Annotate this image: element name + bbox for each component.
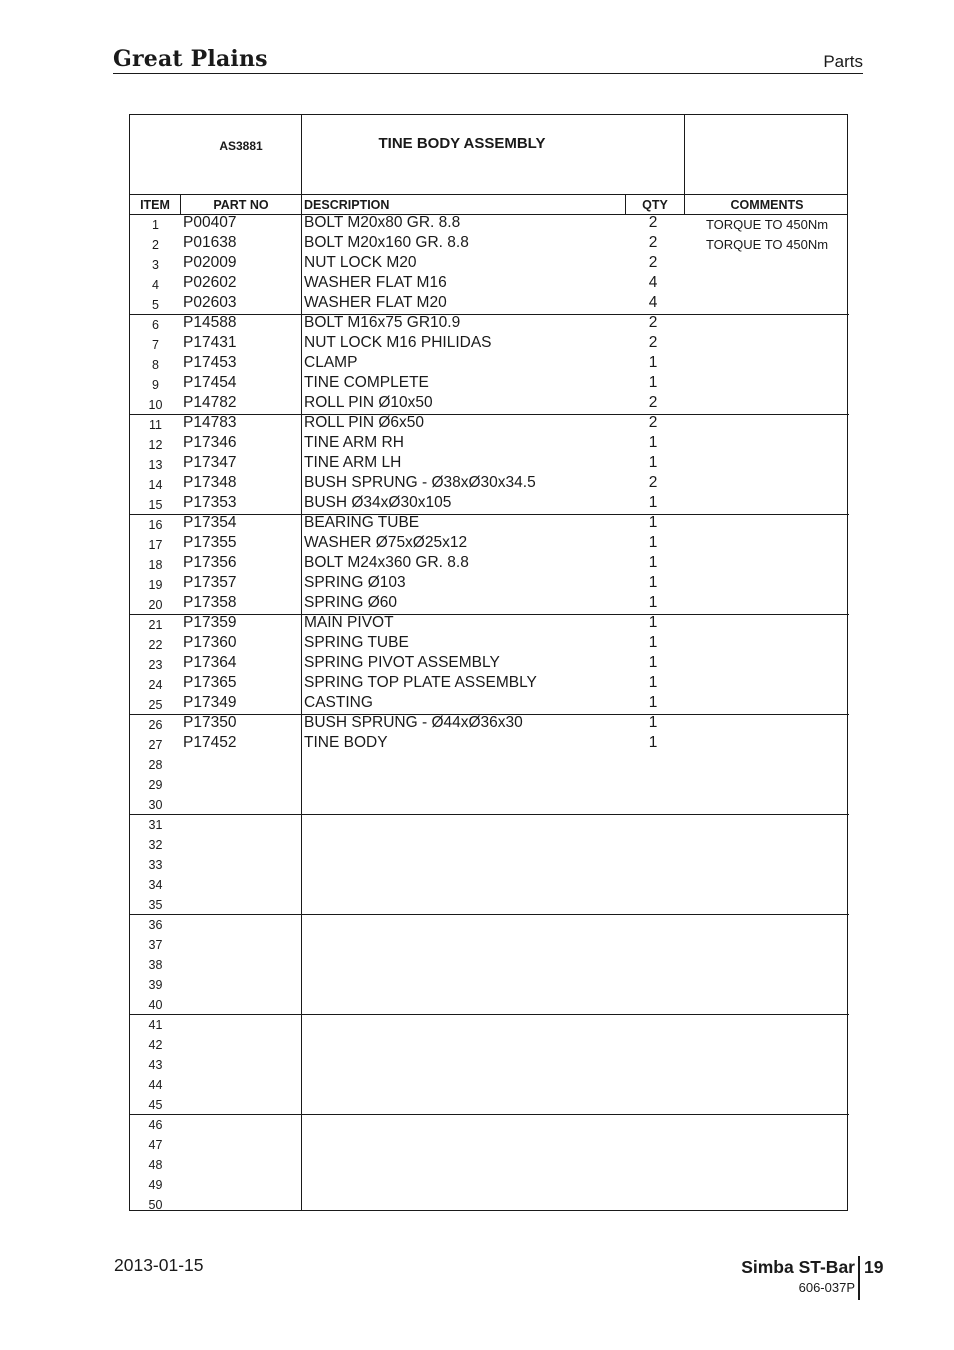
description-cell: BOLT M20x80 GR. 8.8 bbox=[304, 214, 461, 231]
footer-divider bbox=[858, 1256, 860, 1300]
quantity-cell: 1 bbox=[648, 434, 658, 451]
item-cell: 39 bbox=[148, 978, 163, 992]
part-number-cell: P01638 bbox=[183, 234, 237, 251]
table-row bbox=[130, 594, 849, 614]
quantity-cell: 1 bbox=[648, 514, 658, 531]
item-cell: 36 bbox=[148, 918, 163, 932]
quantity-cell: 2 bbox=[648, 394, 658, 411]
quantity-cell: 1 bbox=[648, 734, 658, 751]
description-cell: WASHER Ø75xØ25x12 bbox=[304, 534, 468, 551]
description-cell: TINE ARM RH bbox=[304, 434, 404, 451]
item-cell: 16 bbox=[148, 518, 163, 532]
description-cell: BEARING TUBE bbox=[304, 514, 420, 531]
col-header-part-no: PART NO bbox=[213, 198, 269, 212]
assembly-number: AS3881 bbox=[219, 139, 263, 153]
item-cell: 42 bbox=[148, 1038, 163, 1052]
description-cell: SPRING TOP PLATE ASSEMBLY bbox=[304, 674, 537, 691]
description-cell: CLAMP bbox=[304, 354, 358, 371]
part-number-cell: P17356 bbox=[183, 554, 237, 571]
description-cell: BUSH SPRUNG - Ø38xØ30x34.5 bbox=[304, 474, 536, 491]
table-row bbox=[130, 874, 849, 894]
item-cell: 29 bbox=[148, 778, 163, 792]
item-cell: 37 bbox=[148, 938, 163, 952]
comment-cell: TORQUE TO 450Nm bbox=[705, 237, 829, 252]
table-row bbox=[130, 454, 849, 474]
description-cell: TINE ARM LH bbox=[304, 454, 402, 471]
quantity-cell: 2 bbox=[648, 474, 658, 491]
table-row bbox=[130, 894, 849, 914]
item-cell: 45 bbox=[148, 1098, 163, 1112]
footer-date: 2013-01-15 bbox=[114, 1255, 204, 1275]
part-number-cell: P17353 bbox=[183, 494, 237, 511]
quantity-cell: 1 bbox=[648, 554, 658, 571]
part-number-cell: P02603 bbox=[183, 294, 237, 311]
table-row bbox=[130, 614, 849, 634]
quantity-cell: 2 bbox=[648, 214, 658, 231]
table-row bbox=[130, 934, 849, 954]
item-cell: 7 bbox=[152, 338, 159, 352]
part-number-cell: P17348 bbox=[183, 474, 237, 491]
quantity-cell: 1 bbox=[648, 714, 658, 731]
item-cell: 46 bbox=[148, 1118, 163, 1132]
quantity-cell: 4 bbox=[648, 274, 658, 291]
table-row bbox=[130, 1134, 849, 1154]
table-row bbox=[130, 954, 849, 974]
quantity-cell: 1 bbox=[648, 354, 658, 371]
item-cell: 41 bbox=[148, 1018, 163, 1032]
item-cell: 20 bbox=[148, 598, 163, 612]
description-cell: BUSH SPRUNG - Ø44xØ36x30 bbox=[304, 714, 523, 731]
header-rule bbox=[113, 73, 863, 74]
col-header-comments: COMMENTS bbox=[730, 198, 804, 212]
item-cell: 40 bbox=[148, 998, 163, 1012]
quantity-cell: 1 bbox=[648, 454, 658, 471]
table-row bbox=[130, 314, 849, 334]
table-row bbox=[130, 294, 849, 314]
table-row bbox=[130, 574, 849, 594]
part-number-cell: P17355 bbox=[183, 534, 237, 551]
table-row bbox=[130, 534, 849, 554]
assembly-title: TINE BODY ASSEMBLY bbox=[378, 135, 546, 152]
table-row bbox=[130, 1054, 849, 1074]
item-cell: 26 bbox=[148, 718, 163, 732]
table-row bbox=[130, 374, 849, 394]
title-block-rule bbox=[130, 194, 847, 195]
quantity-cell: 2 bbox=[648, 314, 658, 331]
quantity-cell: 1 bbox=[648, 374, 658, 391]
item-cell: 1 bbox=[152, 218, 159, 232]
description-cell: NUT LOCK M16 PHILIDAS bbox=[304, 334, 492, 351]
item-cell: 8 bbox=[152, 358, 159, 372]
item-cell: 34 bbox=[148, 878, 163, 892]
table-row bbox=[130, 654, 849, 674]
item-cell: 31 bbox=[148, 818, 163, 832]
part-number-cell: P17358 bbox=[183, 594, 237, 611]
description-cell: BUSH Ø34xØ30x105 bbox=[304, 494, 452, 511]
item-cell: 38 bbox=[148, 958, 163, 972]
item-cell: 23 bbox=[148, 658, 163, 672]
description-cell: WASHER FLAT M16 bbox=[304, 274, 447, 291]
quantity-cell: 2 bbox=[648, 334, 658, 351]
description-cell: TINE BODY bbox=[304, 734, 388, 751]
table-row bbox=[130, 394, 849, 414]
item-cell: 35 bbox=[148, 898, 163, 912]
table-row bbox=[130, 714, 849, 734]
table-row bbox=[130, 994, 849, 1014]
table-row bbox=[130, 694, 849, 714]
part-number-cell: P17364 bbox=[183, 654, 237, 671]
table-row bbox=[130, 254, 849, 274]
table-row bbox=[130, 1154, 849, 1174]
description-cell: WASHER FLAT M20 bbox=[304, 294, 447, 311]
table-row bbox=[130, 794, 849, 814]
table-row bbox=[130, 434, 849, 454]
quantity-cell: 1 bbox=[648, 694, 658, 711]
item-cell: 14 bbox=[148, 478, 163, 492]
table-row bbox=[130, 554, 849, 574]
table-row bbox=[130, 754, 849, 774]
footer-model: Simba ST-Bar bbox=[741, 1257, 855, 1277]
description-cell: BOLT M16x75 GR10.9 bbox=[304, 314, 461, 331]
item-cell: 27 bbox=[148, 738, 163, 752]
part-number-cell: P17431 bbox=[183, 334, 237, 351]
part-number-cell: P17346 bbox=[183, 434, 237, 451]
item-cell: 17 bbox=[148, 538, 163, 552]
page-number: 19 bbox=[864, 1257, 884, 1277]
col-header-description: DESCRIPTION bbox=[304, 198, 390, 212]
item-cell: 50 bbox=[148, 1198, 163, 1212]
table-row bbox=[130, 334, 849, 354]
table-row bbox=[130, 834, 849, 854]
quantity-cell: 1 bbox=[648, 634, 658, 651]
quantity-cell: 1 bbox=[648, 594, 658, 611]
col-header-item: ITEM bbox=[140, 198, 170, 212]
table-row bbox=[130, 674, 849, 694]
item-cell: 48 bbox=[148, 1158, 163, 1172]
part-number-cell: P17359 bbox=[183, 614, 237, 631]
table-row bbox=[130, 214, 849, 234]
document-number: 606-037P bbox=[798, 1280, 855, 1295]
item-cell: 32 bbox=[148, 838, 163, 852]
part-number-cell: P02602 bbox=[183, 274, 237, 291]
item-cell: 4 bbox=[152, 278, 159, 292]
item-cell: 19 bbox=[148, 578, 163, 592]
item-cell: 3 bbox=[152, 258, 159, 272]
item-cell: 24 bbox=[148, 678, 163, 692]
part-number-cell: P17360 bbox=[183, 634, 237, 651]
table-row bbox=[130, 1094, 849, 1114]
table-row bbox=[130, 234, 849, 254]
table-row bbox=[130, 854, 849, 874]
quantity-cell: 4 bbox=[648, 294, 658, 311]
comment-cell: TORQUE TO 450Nm bbox=[705, 217, 829, 232]
table-row bbox=[130, 1114, 849, 1134]
item-cell: 12 bbox=[148, 438, 163, 452]
table-row bbox=[130, 814, 849, 834]
quantity-cell: 1 bbox=[648, 654, 658, 671]
item-cell: 5 bbox=[152, 298, 159, 312]
item-cell: 49 bbox=[148, 1178, 163, 1192]
table-row bbox=[130, 494, 849, 514]
table-row bbox=[130, 474, 849, 494]
quantity-cell: 1 bbox=[648, 534, 658, 551]
description-cell: SPRING TUBE bbox=[304, 634, 409, 651]
table-row bbox=[130, 274, 849, 294]
table-row bbox=[130, 914, 849, 934]
item-cell: 11 bbox=[149, 418, 162, 432]
part-number-cell: P17452 bbox=[183, 734, 237, 751]
description-cell: SPRING Ø60 bbox=[304, 594, 398, 611]
table-row bbox=[130, 1034, 849, 1054]
part-number-cell: P02009 bbox=[183, 254, 237, 271]
part-number-cell: P17347 bbox=[183, 454, 237, 471]
item-cell: 28 bbox=[148, 758, 163, 772]
item-cell: 15 bbox=[148, 498, 163, 512]
table-row bbox=[130, 974, 849, 994]
table-row bbox=[130, 514, 849, 534]
description-cell: CASTING bbox=[304, 694, 373, 711]
item-cell: 21 bbox=[148, 618, 163, 632]
quantity-cell: 1 bbox=[648, 674, 658, 691]
item-cell: 25 bbox=[148, 698, 163, 712]
quantity-cell: 2 bbox=[648, 234, 658, 251]
col-header-qty: QTY bbox=[642, 198, 668, 212]
item-cell: 9 bbox=[152, 378, 159, 392]
part-number-cell: P17453 bbox=[183, 354, 237, 371]
item-cell: 47 bbox=[148, 1138, 163, 1152]
part-number-cell: P17349 bbox=[183, 694, 237, 711]
description-cell: SPRING Ø103 bbox=[304, 574, 406, 591]
table-row bbox=[130, 1174, 849, 1194]
table-row bbox=[130, 1014, 849, 1034]
table-row bbox=[130, 414, 849, 434]
part-number-cell: P17350 bbox=[183, 714, 237, 731]
description-cell: TINE COMPLETE bbox=[304, 374, 429, 391]
part-number-cell: P14783 bbox=[183, 414, 237, 431]
table-row bbox=[130, 354, 849, 374]
item-cell: 43 bbox=[148, 1058, 163, 1072]
part-number-cell: P00407 bbox=[183, 214, 237, 231]
item-cell: 44 bbox=[148, 1078, 163, 1092]
description-cell: MAIN PIVOT bbox=[304, 614, 394, 631]
description-cell: NUT LOCK M20 bbox=[304, 254, 417, 271]
item-cell: 18 bbox=[148, 558, 163, 572]
item-cell: 13 bbox=[148, 458, 163, 472]
description-cell: SPRING PIVOT ASSEMBLY bbox=[304, 654, 500, 671]
item-cell: 6 bbox=[152, 318, 159, 332]
description-cell: BOLT M24x360 GR. 8.8 bbox=[304, 554, 469, 571]
brand-logo: Great Plains bbox=[113, 46, 268, 72]
item-cell: 22 bbox=[148, 638, 163, 652]
part-number-cell: P17357 bbox=[183, 574, 237, 591]
item-cell: 33 bbox=[148, 858, 163, 872]
part-number-cell: P14782 bbox=[183, 394, 237, 411]
table-row bbox=[130, 634, 849, 654]
part-number-cell: P17354 bbox=[183, 514, 237, 531]
parts-table bbox=[129, 114, 848, 1211]
quantity-cell: 2 bbox=[648, 254, 658, 271]
table-row bbox=[130, 734, 849, 754]
part-number-cell: P14588 bbox=[183, 314, 237, 331]
table-row bbox=[130, 1074, 849, 1094]
item-cell: 2 bbox=[152, 238, 159, 252]
quantity-cell: 2 bbox=[648, 414, 658, 431]
description-cell: ROLL PIN Ø10x50 bbox=[304, 394, 433, 411]
part-number-cell: P17365 bbox=[183, 674, 237, 691]
quantity-cell: 1 bbox=[648, 494, 658, 511]
quantity-cell: 1 bbox=[648, 614, 658, 631]
table-row bbox=[130, 1194, 849, 1214]
section-title: Parts bbox=[823, 52, 863, 71]
table-row bbox=[130, 774, 849, 794]
part-number-cell: P17454 bbox=[183, 374, 237, 391]
quantity-cell: 1 bbox=[648, 574, 658, 591]
description-cell: ROLL PIN Ø6x50 bbox=[304, 414, 425, 431]
item-cell: 10 bbox=[148, 398, 163, 412]
description-cell: BOLT M20x160 GR. 8.8 bbox=[304, 234, 469, 251]
item-cell: 30 bbox=[148, 798, 163, 812]
